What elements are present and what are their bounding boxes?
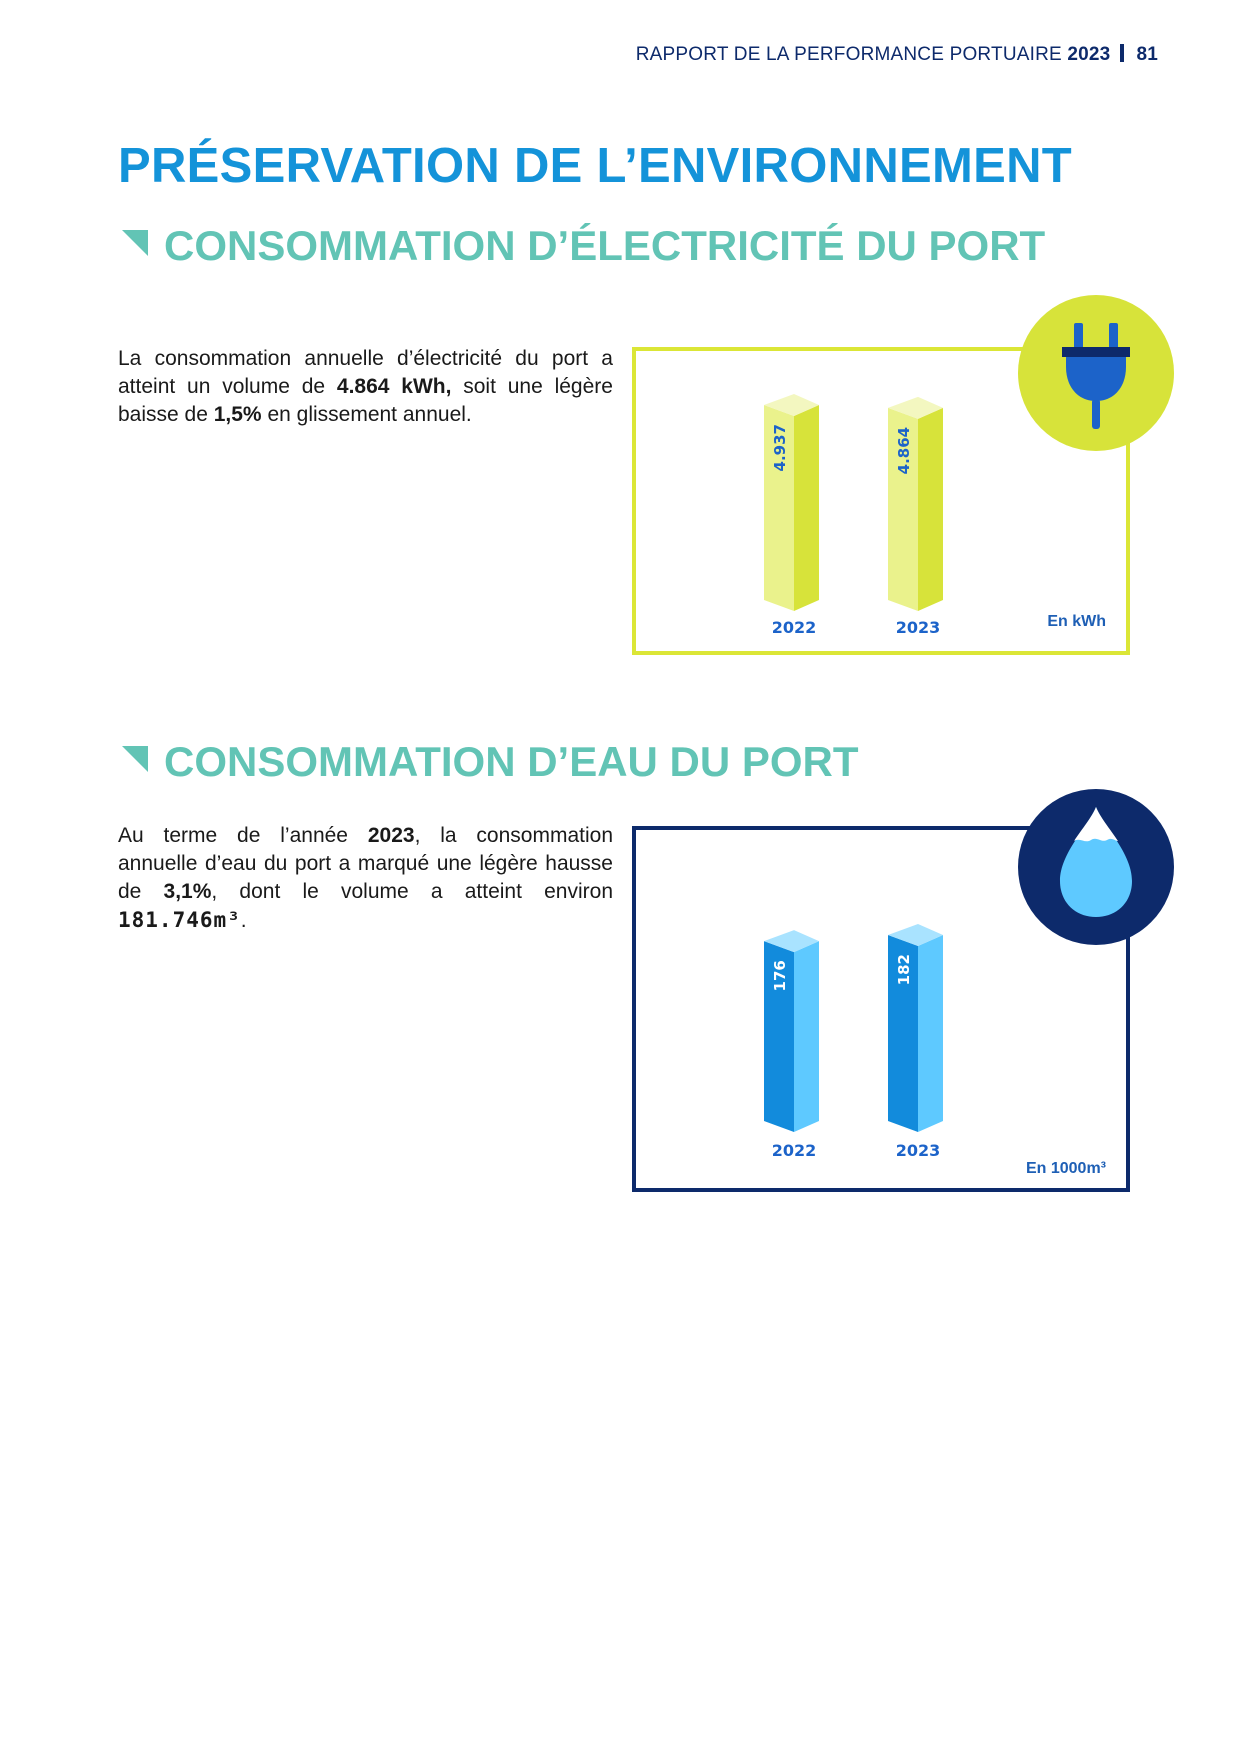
bar-value-label-2023: 182 [895,954,913,986]
bar-value-label-2023: 4.864 [895,426,913,475]
electricity-bold-2: 1,5% [213,403,262,426]
bar-2022 [764,394,819,611]
category-label-2022: 2022 [771,618,817,637]
bar-2023 [888,397,943,611]
water-text-1: Au terme de l’année [118,824,368,847]
plug-icon [1018,295,1174,451]
water-text-2: , la consommation annuelle d’eau du port a marqué une légère hausse de [118,824,613,903]
electricity-unit-label: En kWh [1047,613,1106,630]
category-label-2023: 2023 [895,618,941,637]
electricity-paragraph [118,345,613,429]
water-drop-icon-circle [1018,789,1174,945]
report-title: RAPPORT DE LA PERFORMANCE PORTUAIRE [635,44,1062,65]
water-bold-3: 181.746m³ [118,908,241,932]
water-text-3: , dont le volume a atteint environ [211,880,613,903]
electricity-section-heading [122,222,1045,270]
electricity-text-3: en glissement annuel. [261,403,472,426]
page-title: PRÉSERVATION DE L’ENVIRONNEMENT [118,139,1073,193]
page-header [636,44,1158,66]
bar-2022 [764,930,819,1132]
water-section-heading [122,738,859,786]
water-drop-icon [1018,789,1174,945]
bar-value-label-2022: 4.937 [771,424,789,472]
page-number: 81 [1136,44,1158,65]
bar-side-2023 [918,408,943,611]
bar-side-2022 [794,405,819,611]
water-text-4: . [240,909,247,932]
electricity-text-1: La consommation annuelle d’électricité du port a atteint un volume de [118,347,613,398]
electricity-bold-1: 4.864 kWh, [336,375,452,398]
triangle-marker-icon [122,746,148,772]
water-paragraph [118,822,613,935]
category-label-2022: 2022 [771,1141,817,1160]
water-heading-text: CONSOMMATION D’EAU DU PORT [164,738,859,785]
bar-value-label-2022: 176 [771,960,789,992]
electricity-text-2: soit une légère baisse de [118,375,613,426]
plug-icon-circle [1018,295,1174,451]
water-bold-2: 3,1% [163,880,212,903]
bar-side-2022 [794,941,819,1132]
water-unit-label: En 1000m³ [1025,1160,1106,1177]
bar-2023 [888,924,943,1132]
report-year: 2023 [1067,44,1111,65]
electricity-heading-text: CONSOMMATION D’ÉLECTRICITÉ DU PORT [164,222,1046,269]
category-label-2023: 2023 [895,1141,941,1160]
triangle-marker-icon [122,230,148,256]
header-separator [1120,44,1124,62]
bar-side-2023 [918,935,943,1132]
water-bold-1: 2023 [367,824,415,847]
